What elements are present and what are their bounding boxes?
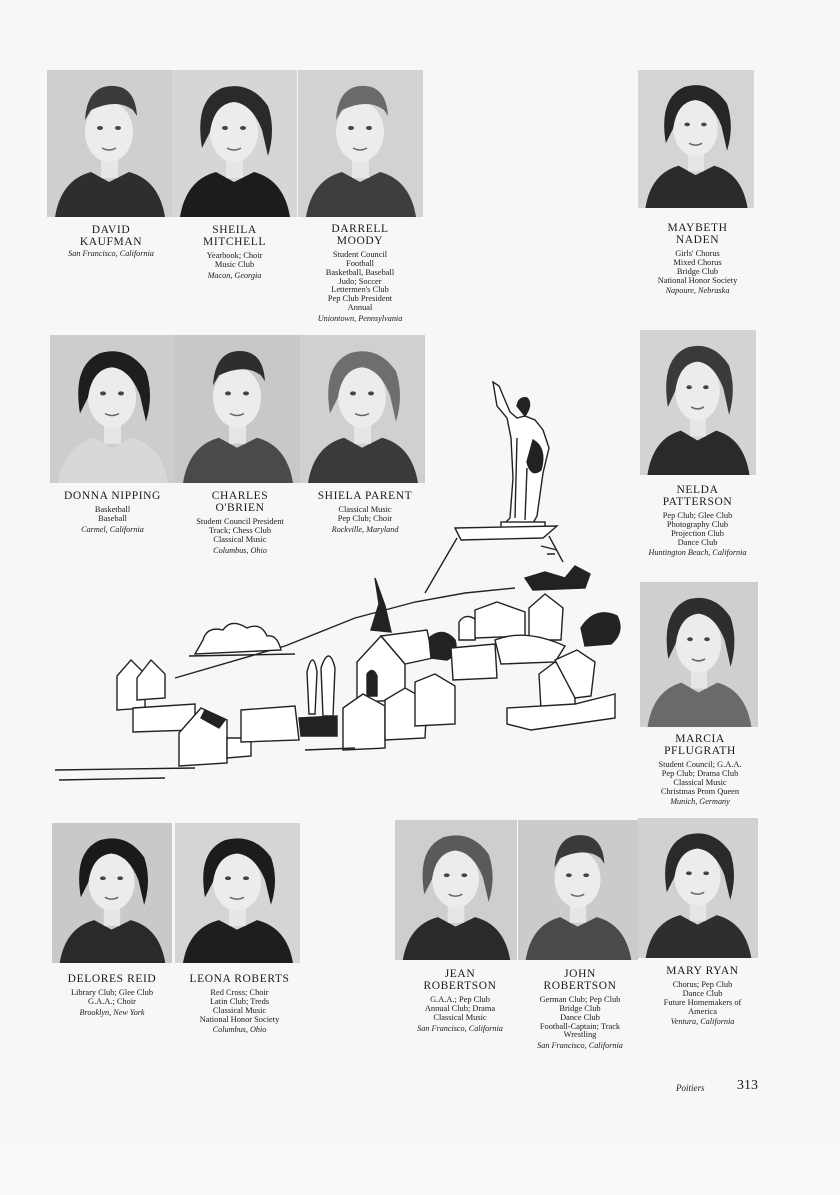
activity-line: Bridge Club: [676, 266, 719, 276]
activity-line: German Club; Pep Club: [539, 995, 621, 1005]
student-activities: [630, 981, 775, 1016]
activity-line: Chorus; Pep Club: [672, 980, 733, 990]
student-name-line: KAUFMAN: [79, 236, 143, 249]
activity-line: Girls' Chorus: [675, 249, 720, 259]
activity-line: G.A.A.; Pep Club: [430, 995, 490, 1005]
student-activities: [172, 252, 297, 270]
activity-line: Classical Music: [212, 1005, 267, 1015]
student-name-line: O'BRIEN: [215, 502, 265, 515]
activity-line: Pep Club; Glee Club: [662, 511, 733, 521]
student-hometown: San Francisco, California: [68, 249, 154, 259]
activity-line: Photography Club: [666, 519, 729, 529]
student-name: [620, 222, 775, 246]
student-name-line: SHEILA: [212, 224, 257, 236]
portrait-photo: [638, 70, 754, 208]
activity-line: Judo; Soccer: [338, 276, 382, 286]
student-caption: [36, 224, 186, 259]
student-name: [172, 224, 297, 248]
activity-line: Football-Captain; Track: [539, 1021, 621, 1031]
student-hometown: Carmel, California: [81, 524, 144, 534]
student-hometown: Rockville, Maryland: [331, 524, 399, 534]
activity-line: Mixed Chorus: [673, 257, 722, 267]
activity-line: Student Council: [332, 250, 388, 260]
page-footer: [620, 1076, 770, 1096]
student-name-line: ROBERTSON: [423, 980, 497, 993]
student-name: [42, 973, 182, 985]
student-name-line: MAYBETH: [667, 222, 728, 234]
student-caption: [395, 968, 525, 1033]
student-name-line: MARY RYAN: [666, 965, 739, 977]
student-name-line: MARCIA: [675, 733, 725, 745]
student-activities: [620, 250, 775, 285]
student-name-line: CHARLES: [211, 490, 269, 502]
activity-line: Classical Music: [213, 534, 267, 544]
student-caption: [620, 484, 775, 558]
activity-line: Track; Chess Club: [208, 525, 272, 535]
student-caption: [285, 223, 435, 323]
student-name-line: PFLUGRATH: [664, 745, 736, 758]
activity-line: Pep Club President: [327, 294, 393, 304]
village-statue-illustration: [55, 378, 630, 783]
activity-line: Red Cross; Choir: [210, 988, 269, 998]
student-name-line: LEONA ROBERTS: [189, 973, 290, 985]
activity-line: Wrestling: [563, 1030, 597, 1040]
student-hometown: San Francisco, California: [417, 1023, 503, 1033]
student-hometown: Macon, Georgia: [207, 270, 262, 280]
student-name-line: DONNA NIPPING: [64, 490, 161, 502]
activity-line: Baseball: [98, 513, 127, 523]
activity-line: Basketball, Baseball: [325, 267, 395, 277]
student-name: [625, 733, 775, 757]
activity-line: Dance Club: [560, 1012, 600, 1022]
student-caption: [515, 968, 645, 1051]
activity-line: Basketball: [94, 505, 131, 515]
student-hometown: Napoure, Nebraska: [665, 286, 730, 296]
activity-line: Latin Club; Treds: [209, 996, 270, 1006]
activity-line: Football: [346, 258, 374, 268]
activity-line: Lettermen's Club: [331, 285, 389, 295]
portrait-photo: [172, 70, 297, 217]
activity-line: Student Council President: [196, 517, 284, 527]
student-activities: [172, 989, 307, 1024]
activity-line: Annual: [347, 303, 373, 312]
student-hometown: San Francisco, California: [537, 1041, 623, 1051]
page-number: 313: [737, 1078, 758, 1093]
portrait-photo: [175, 823, 300, 963]
student-name-line: MITCHELL: [203, 236, 266, 249]
student-hometown: Ventura, California: [670, 1017, 735, 1027]
activity-line: Pep Club; Choir: [337, 513, 393, 523]
student-name: [630, 965, 775, 977]
student-name-line: DARRELL: [331, 223, 389, 235]
student-activities: [515, 996, 645, 1040]
student-name-line: DELORES REID: [67, 973, 157, 985]
student-hometown: Columbus, Ohio: [212, 1025, 267, 1035]
activity-line: Student Council; G.A.A.: [658, 760, 742, 770]
student-name: [515, 968, 645, 992]
portrait-photo: [640, 582, 758, 727]
student-caption: [625, 733, 775, 807]
statue-drawing: [493, 382, 549, 528]
student-activities: [42, 989, 182, 1007]
student-activities: [625, 761, 775, 796]
student-name-line: JOHN: [564, 968, 596, 980]
student-name: [620, 484, 775, 508]
activity-line: Annual Club; Drama: [424, 1003, 496, 1013]
student-hometown: Munich, Germany: [670, 797, 730, 807]
activity-line: Yearbook; Choir: [206, 251, 263, 261]
activity-line: G.A.A.; Choir: [88, 996, 136, 1006]
student-name-line: NADEN: [675, 234, 720, 247]
school-name: Poitiers: [676, 1083, 705, 1093]
activity-line: Classical Music: [338, 505, 392, 515]
activity-line: Pep Club; Drama Club: [661, 768, 739, 778]
student-activities: [620, 512, 775, 547]
student-hometown: Uniontown, Pennsylvania: [317, 313, 403, 323]
activity-line: Classical Music: [433, 1012, 487, 1022]
student-name-line: DAVID: [91, 224, 131, 236]
activity-line: Music Club: [214, 259, 255, 269]
student-caption: [172, 224, 297, 280]
portrait-photo: [298, 70, 423, 217]
activity-line: Dance Club: [677, 537, 718, 547]
activity-line: National Honor Society: [199, 1014, 280, 1024]
student-caption: [620, 222, 775, 296]
student-name-line: PATTERSON: [662, 496, 733, 509]
student-hometown: Columbus, Ohio: [213, 545, 267, 555]
student-hometown: Huntington Beach, California: [648, 548, 747, 558]
portrait-photo: [395, 820, 517, 960]
student-name-line: SHIELA PARENT: [317, 490, 413, 502]
student-activities: [285, 251, 435, 313]
activity-line: Projection Club: [671, 528, 724, 538]
student-name: [395, 968, 525, 992]
activity-line: Library Club; Glee Club: [70, 988, 154, 998]
activity-line: National Honor Society: [657, 275, 738, 285]
student-caption: [172, 973, 307, 1035]
activity-line: Future Homemakers of: [663, 997, 742, 1007]
student-name: [172, 973, 307, 985]
student-name: [285, 223, 435, 247]
student-caption: [42, 973, 182, 1017]
student-name-line: ROBERTSON: [543, 980, 617, 993]
student-name-line: JEAN: [444, 968, 476, 980]
activity-line: Christmas Prom Queen: [660, 786, 740, 796]
student-activities: [395, 996, 525, 1022]
student-name-line: NELDA: [676, 484, 719, 496]
page-margin: [0, 1142, 840, 1195]
student-caption: [630, 965, 775, 1027]
portrait-photo: [52, 823, 172, 963]
activity-line: Classical Music: [673, 777, 727, 787]
activity-line: America: [688, 1006, 717, 1016]
portrait-photo: [518, 820, 638, 960]
portrait-photo: [47, 70, 172, 217]
activity-line: Bridge Club: [559, 1003, 601, 1013]
student-name: [36, 224, 186, 248]
portrait-photo: [638, 818, 758, 958]
portrait-photo: [640, 330, 756, 475]
student-name-line: MOODY: [336, 235, 384, 248]
activity-line: Dance Club: [682, 988, 723, 998]
student-hometown: Brooklyn, New York: [79, 1007, 145, 1017]
